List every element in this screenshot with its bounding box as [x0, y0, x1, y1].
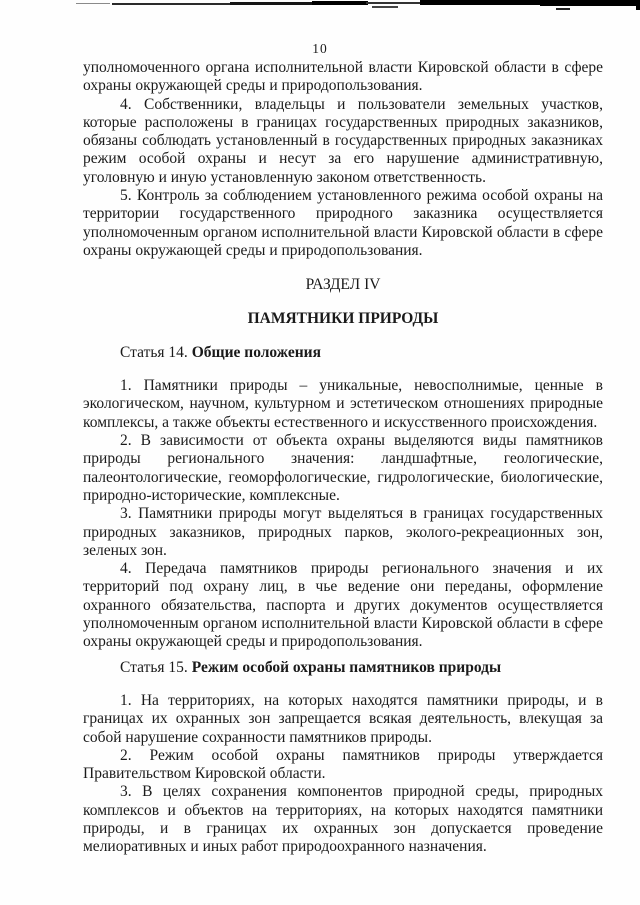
paragraph-continuation: уполномоченного органа исполнительной власти Кировской области в сфере охраны окружающей среды и природопользования. — [83, 59, 603, 95]
scan-mark-corner — [636, 0, 640, 10]
scan-mark — [420, 0, 542, 5]
article-15-paragraph-1: 1. На территориях, на которых находятся памятники природы, и в границах их охранных зон запрещается всякая деятельность, влекущая за собой нарушение сохранности памятников природы. — [83, 691, 603, 746]
scan-mark — [372, 6, 398, 8]
scan-mark — [312, 1, 368, 5]
chapter-heading-pamyatniki-prirody: ПАМЯТНИКИ ПРИРОДЫ — [247, 309, 439, 327]
article-15-paragraph-3: 3. В целях сохранения компонентов природной среды, природных комплексов и объектов на территориях, на которых находятся памятники природы, и в границах их охранных зон допускается проведение мелиоративных и иных работ природоохранного назначения. — [83, 783, 603, 856]
article-14-paragraph-2: 2. В зависимости от объекта охраны выделяются виды памятников природы регионального значения: ландшафтные, геологические, палеонтологические, геоморфологические, гидрологические, биологические, природно-исторические, комплексные. — [83, 432, 603, 504]
article-number: Статья 14. — [120, 343, 188, 361]
document-text — [83, 59, 603, 857]
article-heading-15 — [83, 659, 603, 677]
paragraph-item-5: 5. Контроль за соблюдением установленного режима особой охраны на территории государственного природного заказника осуществляется уполномоченным органом исполнительной власти Кировской области в сфере охраны окружающей среды и природопользования. — [83, 187, 603, 259]
section-heading-razdel-iv: РАЗДЕЛ IV — [305, 276, 381, 294]
scan-mark — [76, 3, 110, 4]
scan-mark — [556, 8, 570, 10]
paragraph-item-4: 4. Собственники, владельцы и пользователи земельных участков, которые расположены в границах государственных природных заказников, обязаны соблюдать установленный в государственных природных заказниках режим особой охраны и несут за его нарушение административную, уголовную и иную установленную законом ответственность. — [83, 95, 603, 186]
scan-mark — [230, 2, 314, 5]
article-14-paragraph-3: 3. Памятники природы могут выделяться в границах государственных природных заказников, природных парков, эколого-рекреационных зон, зеленых зон. — [83, 505, 603, 559]
article-number: Статья 15. — [120, 658, 188, 676]
scan-mark — [366, 2, 422, 4]
article-14-paragraph-1: 1. Памятники природы – уникальные, невосполнимые, ценные в экологическом, научном, культурном и эстетическом отношениях природные комплексы, а также объекты естественного и искусственного происхождения. — [83, 377, 603, 431]
scan-artifact-top-edge — [0, 0, 640, 14]
article-title: Общие положения — [191, 343, 321, 361]
article-15-paragraph-2: 2. Режим особой охраны памятников природы утверждается Правительством Кировской области. — [83, 746, 603, 783]
scan-mark — [540, 0, 640, 6]
article-title: Режим особой охраны памятников природы — [191, 658, 502, 676]
page-number: 10 — [312, 41, 328, 56]
article-heading-14 — [83, 344, 603, 362]
article-14-paragraph-4: 4. Передача памятников природы регионального значения и их территорий под охрану лиц, в чье ведение они переданы, оформление охранного обязательства, паспорта и других документов осуществляется уполномоченным органом исполнительной власти Кировской области в сфере охраны окружающей среды и природопользования. — [83, 560, 603, 651]
scan-mark — [112, 3, 232, 5]
